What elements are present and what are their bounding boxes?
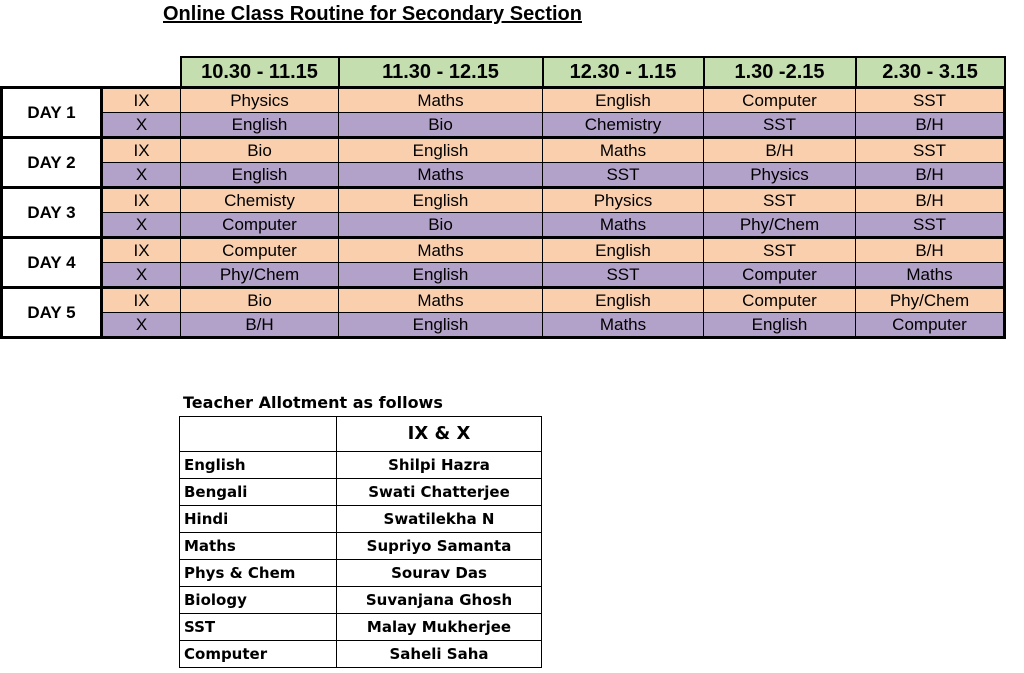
- routine-row-day4-x: [2, 263, 1005, 288]
- allotment-teacher: Saheli Saha: [337, 641, 542, 668]
- routine-row-day4-ix: [2, 238, 1005, 263]
- subject-cell: B/H: [704, 138, 856, 163]
- subject-cell: Maths: [339, 163, 543, 188]
- subject-cell: SST: [856, 213, 1005, 238]
- class-label: X: [102, 163, 181, 188]
- subject-cell: Bio: [181, 288, 339, 313]
- subject-cell: B/H: [856, 113, 1005, 138]
- allotment-subject: Hindi: [180, 506, 337, 533]
- class-label: X: [102, 213, 181, 238]
- subject-cell: Phy/Chem: [856, 288, 1005, 313]
- allotment-subject: Biology: [180, 587, 337, 614]
- subject-cell: Chemistry: [543, 113, 704, 138]
- time-slot-header: 12.30 - 1.15: [543, 57, 704, 88]
- blank-header-cell: [102, 57, 181, 88]
- subject-cell: Maths: [543, 213, 704, 238]
- allotment-subject: SST: [180, 614, 337, 641]
- subject-cell: Physics: [704, 163, 856, 188]
- subject-cell: English: [339, 138, 543, 163]
- subject-cell: Phy/Chem: [181, 263, 339, 288]
- subject-cell: English: [339, 188, 543, 213]
- subject-cell: Bio: [339, 113, 543, 138]
- subject-cell: Bio: [181, 138, 339, 163]
- allotment-subject: English: [180, 452, 337, 479]
- subject-cell: B/H: [856, 238, 1005, 263]
- subject-cell: Bio: [339, 213, 543, 238]
- subject-cell: English: [543, 238, 704, 263]
- routine-row-day2-ix: [2, 138, 1005, 163]
- subject-cell: English: [181, 113, 339, 138]
- allotment-subject: Maths: [180, 533, 337, 560]
- blank-header-cell: [180, 417, 337, 452]
- subject-cell: B/H: [181, 313, 339, 338]
- routine-row-day5-ix: [2, 288, 1005, 313]
- allotment-teacher: Supriyo Samanta: [337, 533, 542, 560]
- subject-cell: English: [181, 163, 339, 188]
- subject-cell: B/H: [856, 163, 1005, 188]
- allotment-subject: Phys & Chem: [180, 560, 337, 587]
- subject-cell: Computer: [181, 238, 339, 263]
- routine-row-day1-x: [2, 113, 1005, 138]
- allotment-teacher: Malay Mukherjee: [337, 614, 542, 641]
- allotment-teacher: Suvanjana Ghosh: [337, 587, 542, 614]
- class-routine-table: [0, 56, 1006, 339]
- class-label: IX: [102, 188, 181, 213]
- routine-row-day3-ix: [2, 188, 1005, 213]
- day-label: DAY 3: [2, 188, 102, 238]
- routine-row-day2-x: [2, 163, 1005, 188]
- allotment-row: [180, 614, 542, 641]
- class-label: IX: [102, 238, 181, 263]
- subject-cell: Maths: [339, 288, 543, 313]
- subject-cell: Maths: [856, 263, 1005, 288]
- routine-row-day1-ix: [2, 88, 1005, 113]
- subject-cell: SST: [856, 138, 1005, 163]
- class-label: X: [102, 113, 181, 138]
- day-label: DAY 5: [2, 288, 102, 338]
- allotment-teacher: Swatilekha N: [337, 506, 542, 533]
- allotment-row: [180, 641, 542, 668]
- allotment-teacher: Swati Chatterjee: [337, 479, 542, 506]
- subject-cell: Computer: [704, 88, 856, 113]
- allotment-row: [180, 479, 542, 506]
- page-title: Online Class Routine for Secondary Section: [163, 3, 582, 25]
- allotment-subject: Computer: [180, 641, 337, 668]
- subject-cell: English: [543, 288, 704, 313]
- teacher-allotment-title: Teacher Allotment as follows: [183, 393, 443, 412]
- subject-cell: SST: [543, 163, 704, 188]
- time-slot-header: 1.30 -2.15: [704, 57, 856, 88]
- allotment-row: [180, 560, 542, 587]
- teacher-allotment-table: [179, 416, 542, 668]
- subject-cell: Maths: [543, 138, 704, 163]
- time-slot-header: 2.30 - 3.15: [856, 57, 1005, 88]
- class-label: X: [102, 313, 181, 338]
- allotment-row: [180, 452, 542, 479]
- subject-cell: Maths: [339, 238, 543, 263]
- subject-cell: Phy/Chem: [704, 213, 856, 238]
- day-label: DAY 4: [2, 238, 102, 288]
- class-label: IX: [102, 288, 181, 313]
- allotment-teacher: Shilpi Hazra: [337, 452, 542, 479]
- subject-cell: English: [339, 313, 543, 338]
- subject-cell: Computer: [704, 263, 856, 288]
- subject-cell: Computer: [704, 288, 856, 313]
- subject-cell: Maths: [339, 88, 543, 113]
- subject-cell: Maths: [543, 313, 704, 338]
- subject-cell: Computer: [181, 213, 339, 238]
- allotment-row: [180, 533, 542, 560]
- routine-row-day3-x: [2, 213, 1005, 238]
- subject-cell: Chemisty: [181, 188, 339, 213]
- time-slot-header: 11.30 - 12.15: [339, 57, 543, 88]
- day-label: DAY 1: [2, 88, 102, 138]
- time-slot-header: 10.30 - 11.15: [181, 57, 339, 88]
- allotment-subject: Bengali: [180, 479, 337, 506]
- routine-row-day5-x: [2, 313, 1005, 338]
- subject-cell: Computer: [856, 313, 1005, 338]
- allotment-column-header: IX & X: [337, 417, 542, 452]
- class-label: IX: [102, 138, 181, 163]
- time-slot-header-row: [2, 57, 1005, 88]
- allotment-teacher: Sourav Das: [337, 560, 542, 587]
- day-label: DAY 2: [2, 138, 102, 188]
- subject-cell: SST: [704, 238, 856, 263]
- subject-cell: Physics: [543, 188, 704, 213]
- subject-cell: SST: [543, 263, 704, 288]
- class-label: IX: [102, 88, 181, 113]
- subject-cell: SST: [704, 188, 856, 213]
- subject-cell: English: [704, 313, 856, 338]
- blank-header-cell: [2, 57, 102, 88]
- allotment-row: [180, 506, 542, 533]
- subject-cell: B/H: [856, 188, 1005, 213]
- subject-cell: SST: [856, 88, 1005, 113]
- class-label: X: [102, 263, 181, 288]
- subject-cell: English: [339, 263, 543, 288]
- allotment-header-row: [180, 417, 542, 452]
- subject-cell: Physics: [181, 88, 339, 113]
- allotment-row: [180, 587, 542, 614]
- subject-cell: English: [543, 88, 704, 113]
- subject-cell: SST: [704, 113, 856, 138]
